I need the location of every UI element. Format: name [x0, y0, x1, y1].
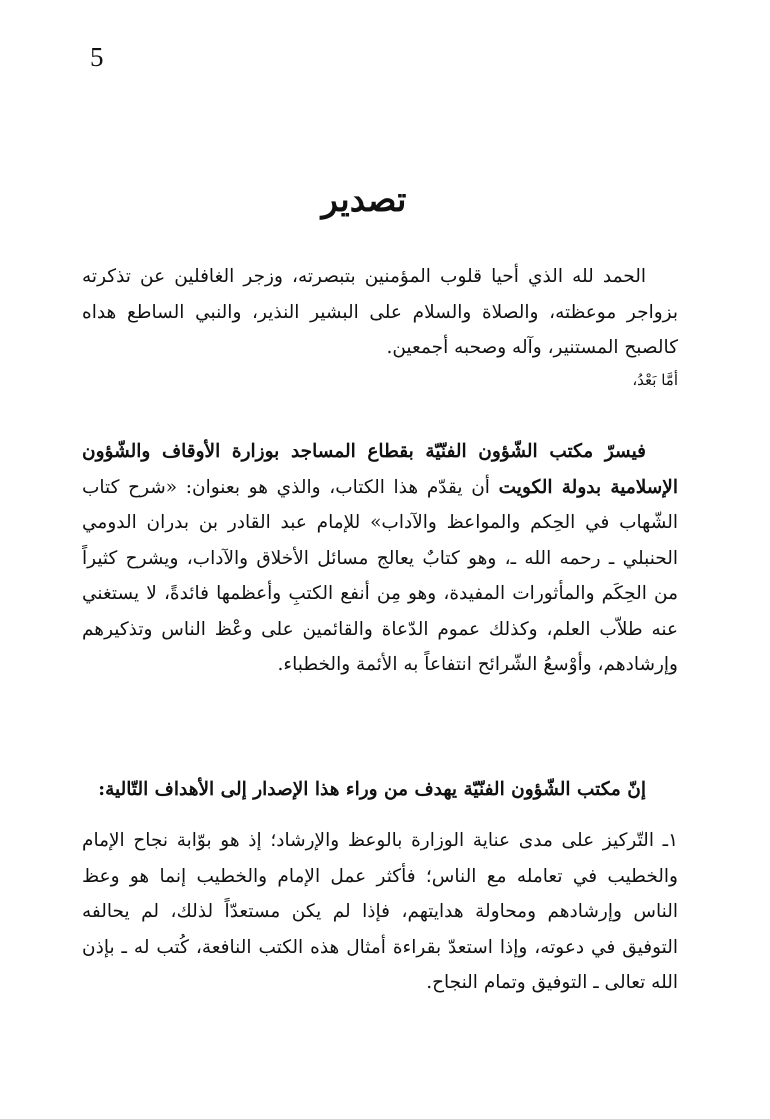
office-name-lead: فيسرّ مكتب الشّؤون الفنّيّة بقطاع المساجد بوزارة الأوقاف والشّؤون الإسلامية بدولة الكويت [82, 441, 678, 498]
book-introduction-paragraph [82, 434, 678, 683]
intro-paragraph: الحمد لله الذي أحيا قلوب المؤمنين بتبصرته، وزجر الغافلين عن تذكرته بزواجر موعظته، والصلاة والسلام على البشير النذير، والنبي الساطع هداه كالصبح المستنير، وآله وصحبه أجمعين. [82, 266, 678, 358]
book-introduction-text: أن يقدّم هذا الكتاب، والذي هو بعنوان: «شرح كتاب الشّهاب في الحِكم والمواعظ والآداب» للإمام عبد القادر بن بدران الدومي الحنبلي ـ رحمه الله ـ، وهو كتابٌ يعالج مسائل الأخلاق والآداب، ويشرح كثيراً من الحِكَم والمأثورات المفيدة، وهو مِن أنفع الكتبِ وأعظمها فائدةً، لا يستغني عنه طلاّب العلم، وكذلك عموم الدّعاة والقائمين على وعْظ الناس وتذكيرهم وإرشادهم، وأوْسعُ الشّرائح انتفاعاً به الأئمة والخطباء. [82, 476, 678, 675]
amma-bad-phrase: أمَّا بَعْدُ، [632, 371, 678, 389]
chapter-heading-calligraphy: تصدير [321, 180, 407, 220]
goal-item-1: ١ـ التّركيز على مدى عناية الوزارة بالوعظ والإرشاد؛ إذ هو بوّابة نجاح الإمام والخطيب في تعامله مع الناس؛ فأكثر عمل الإمام والخطيب إنما هو وعظ الناس وإرشادهم ومحاولة هدايتهم، فإذا لم يكن مستعدّاً لذلك، لم يحالفه التوفيق في دعوته، وإذا استعدّ بقراءة أمثال هذه الكتب النافعة، كُتب له ـ بإذن الله تعالى ـ التوفيق وتمام النجاح. [82, 830, 678, 993]
goals-intro-paragraph: إنّ مكتب الشّؤون الفنّيّة يهدف من وراء هذا الإصدار إلى الأهداف التّالية: [98, 779, 646, 800]
page-number: 5 [90, 42, 104, 72]
